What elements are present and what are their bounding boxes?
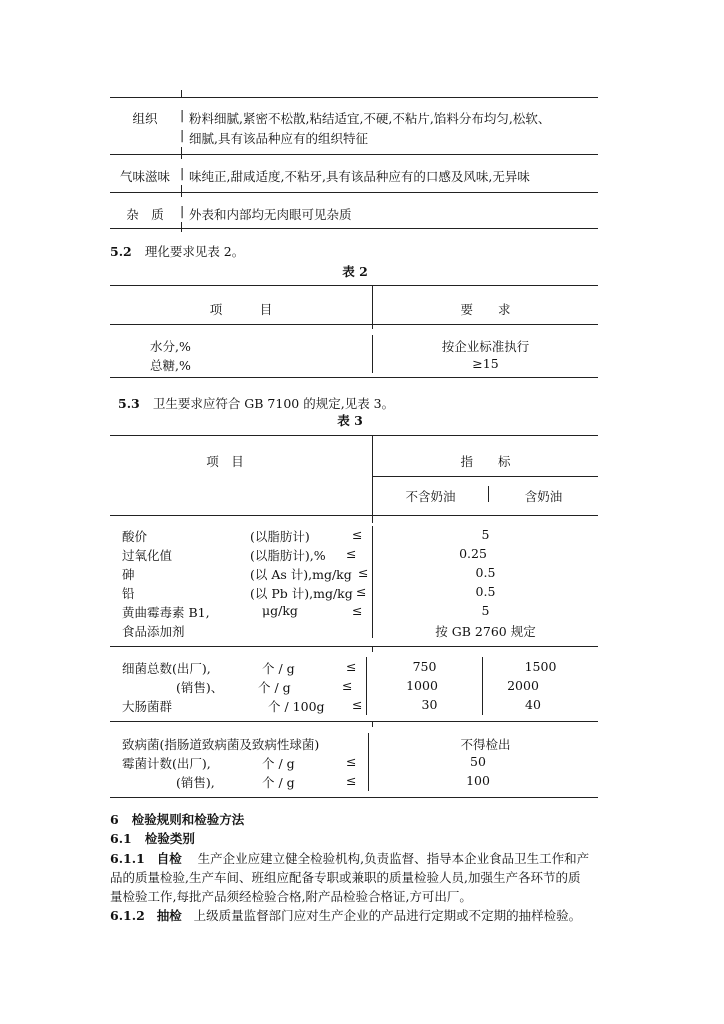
section-6-1 xyxy=(110,829,195,847)
table-rule xyxy=(110,435,598,436)
item-unit: (以脂肪计),% xyxy=(250,548,326,563)
paragraph-line: 量检验工作,每批产品须经检验合格,附产品检验合格证,方可出厂。 xyxy=(110,889,472,904)
item-name: 细菌总数(出厂), xyxy=(122,661,211,676)
item-value-no-cream: 1000 xyxy=(406,678,438,693)
table-rule xyxy=(110,797,598,798)
item-unit: μg/kg xyxy=(262,603,298,618)
section-6-1-1 xyxy=(110,849,589,867)
item-unit: 个 / g xyxy=(258,680,291,695)
item-name: (销售)、 xyxy=(176,680,224,695)
section-number: 6.1 xyxy=(110,831,132,846)
section-number: 5.2 xyxy=(110,244,132,259)
table2-header-item: 项 目 xyxy=(209,302,273,317)
item-value-cream: 2000 xyxy=(507,678,539,693)
item-value: 不得检出 xyxy=(460,737,511,752)
row-text: 外表和内部均无肉眼可见杂质 xyxy=(189,207,352,222)
table2-caption: 表 2 xyxy=(342,264,368,279)
section-text: 卫生要求应符合 GB 7100 的规定,见表 3。 xyxy=(152,396,395,411)
item-operator: ≤ xyxy=(346,773,357,788)
item-value: 5 xyxy=(481,603,490,618)
item-value: 50 xyxy=(470,754,486,769)
item-value: 0.25 xyxy=(459,546,487,561)
item-value-cream: 1500 xyxy=(524,659,557,674)
item-unit: 个 / g xyxy=(262,661,295,676)
section-title: 抽检 xyxy=(156,908,182,923)
cell-divider: | xyxy=(180,127,185,142)
table-rule xyxy=(110,377,598,378)
item-name: 砷 xyxy=(122,567,135,582)
section-6-1-2 xyxy=(110,906,581,924)
table-rule xyxy=(368,733,369,791)
table-rule xyxy=(110,324,598,325)
table-rule xyxy=(110,285,598,286)
item-name: 霉菌计数(出厂), xyxy=(122,756,211,771)
paragraph-line: 上级质量监督部门应对生产企业的产品进行定期或不定期的抽样检验。 xyxy=(193,908,582,923)
item-name: 过氧化值 xyxy=(122,548,173,563)
item-operator: ≤ xyxy=(352,527,363,542)
item-value: 0.5 xyxy=(475,584,496,599)
section-5-3 xyxy=(118,394,394,412)
section-6 xyxy=(110,810,244,828)
item-operator: ≤ xyxy=(358,565,369,580)
section-5-2 xyxy=(110,242,244,260)
item-name: 黄曲霉毒素 B1, xyxy=(122,605,210,620)
table-rule xyxy=(110,192,598,193)
table2-item-moisture: 水分,% xyxy=(150,339,191,354)
item-operator: ≤ xyxy=(346,546,357,561)
item-name: 酸价 xyxy=(122,529,148,544)
item-unit: 个 / g xyxy=(262,756,295,771)
table-rule xyxy=(181,222,182,232)
item-value: 0.5 xyxy=(475,565,496,580)
table3-caption: 表 3 xyxy=(337,413,363,428)
table2-value-moisture: 按企业标准执行 xyxy=(441,339,530,354)
section-number: 5.3 xyxy=(118,396,140,411)
section-text: 理化要求见表 2。 xyxy=(144,244,245,259)
item-unit: 个 / 100g xyxy=(268,699,325,714)
table2-value-sugar: ≥15 xyxy=(472,356,499,371)
item-value-no-cream: 750 xyxy=(412,659,437,674)
item-operator: ≤ xyxy=(352,603,363,618)
cell-divider: | xyxy=(180,165,185,180)
paragraph-line: 生产企业应建立健全检验机构,负责监督、指导本企业食品卫生工作和产 xyxy=(197,851,590,866)
table-rule xyxy=(373,476,598,477)
cell-divider: | xyxy=(180,203,185,218)
row-text: 粉料细腻,紧密不松散,粘结适宜,不硬,不粘片,馅料分布均匀,松软、 xyxy=(189,111,551,126)
item-unit: 个 / g xyxy=(262,775,295,790)
table3-header-item: 项 目 xyxy=(206,454,244,469)
table-rule xyxy=(372,435,373,523)
item-unit: (以 Pb 计),mg/kg xyxy=(250,586,353,601)
table-rule xyxy=(181,185,182,197)
row-label-organization: 组织 xyxy=(132,111,158,126)
row-label-impurity: 杂 质 xyxy=(126,207,164,222)
item-unit: (以脂肪计) xyxy=(250,529,310,544)
row-text: 味纯正,甜咸适度,不粘牙,具有该品种应有的口感及风味,无异味 xyxy=(189,169,530,184)
item-operator: ≤ xyxy=(346,659,357,674)
table2-header-requirement: 要 求 xyxy=(460,302,511,317)
item-name: (销售), xyxy=(176,775,215,790)
item-value: 按 GB 2760 规定 xyxy=(435,624,536,639)
item-value: 100 xyxy=(466,773,490,788)
section-title: 检验类别 xyxy=(144,831,195,846)
table3-header-index: 指 标 xyxy=(460,454,511,469)
table-rule xyxy=(110,515,598,516)
paragraph-line: 品的质量检验,生产车间、班组应配备专职或兼职的质量检验人员,加强生产各环节的质 xyxy=(110,870,581,885)
table-rule xyxy=(372,721,373,727)
item-unit: (以 As 计),mg/kg xyxy=(250,567,352,582)
cell-divider: | xyxy=(180,107,185,122)
section-number: 6 xyxy=(110,812,119,827)
row-text: 细腻,具有该品种应有的组织特征 xyxy=(189,131,368,146)
item-operator: ≤ xyxy=(346,754,357,769)
table-rule xyxy=(110,97,598,98)
item-name: 大肠菌群 xyxy=(122,699,173,714)
table-rule xyxy=(372,646,373,652)
item-name: 致病菌(指肠道致病菌及致病性球菌) xyxy=(122,737,320,752)
row-label-flavor: 气味滋味 xyxy=(119,169,170,184)
table-rule xyxy=(110,154,598,155)
table-rule xyxy=(110,228,598,229)
item-name: 食品添加剂 xyxy=(122,624,185,639)
item-value-no-cream: 30 xyxy=(421,697,438,712)
table2-item-sugar: 总糖,% xyxy=(150,358,191,373)
table3-subheader-cream: 含奶油 xyxy=(524,489,563,504)
section-title: 检验规则和检验方法 xyxy=(131,812,245,827)
section-number: 6.1.2 xyxy=(110,908,145,923)
section-title: 自检 xyxy=(156,851,182,866)
table-rule xyxy=(181,147,182,159)
item-operator: ≤ xyxy=(342,678,353,693)
item-name: 铅 xyxy=(122,586,135,601)
table3-subheader-no-cream: 不含奶油 xyxy=(405,489,456,504)
item-value-cream: 40 xyxy=(525,697,541,712)
item-operator: ≤ xyxy=(352,697,363,712)
table-rule xyxy=(110,646,598,647)
section-number: 6.1.1 xyxy=(110,851,145,866)
item-operator: ≤ xyxy=(356,584,367,599)
item-value: 5 xyxy=(481,527,490,542)
table-rule xyxy=(110,721,598,722)
